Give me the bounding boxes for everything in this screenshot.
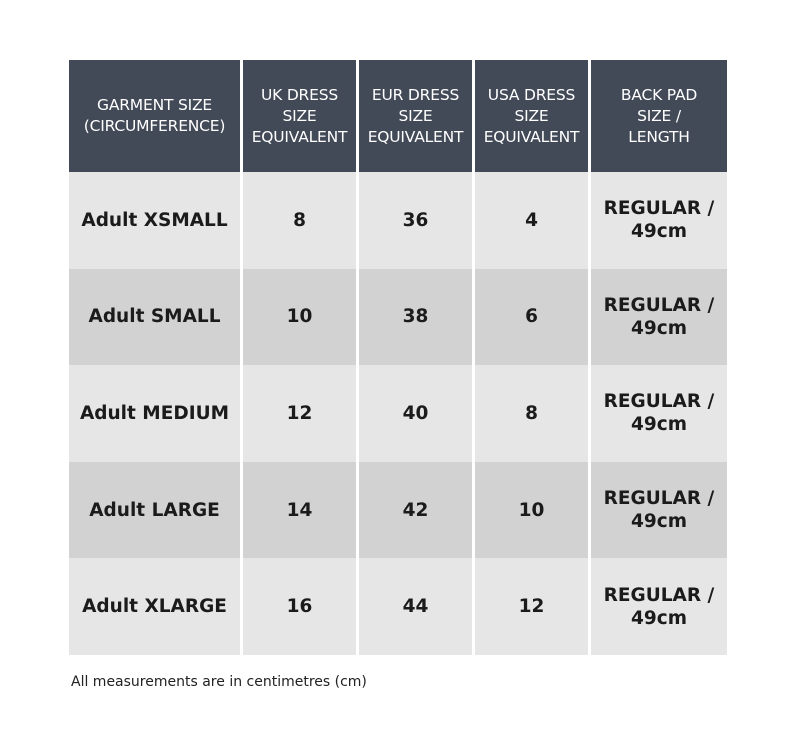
garment-size-cell: Adult LARGE: [69, 462, 240, 559]
header-row: [69, 60, 727, 172]
uk-size-cell: 10: [243, 269, 356, 366]
usa-size-cell: 8: [475, 365, 588, 462]
uk-size-cell: 12: [243, 365, 356, 462]
garment-size-cell: Adult SMALL: [69, 269, 240, 366]
usa-size-cell: 12: [475, 558, 588, 655]
eur-size-cell: 38: [359, 269, 472, 366]
eur-size-cell: 42: [359, 462, 472, 559]
table-row: [69, 172, 727, 269]
uk-size-cell: 8: [243, 172, 356, 269]
table-row: [69, 558, 727, 655]
eur-size-cell: 36: [359, 172, 472, 269]
uk-size-cell: 14: [243, 462, 356, 559]
back-pad-cell: REGULAR / 49cm: [591, 365, 727, 462]
back-pad-cell: REGULAR / 49cm: [591, 269, 727, 366]
header-back-pad-size: BACK PAD SIZE / LENGTH: [591, 60, 727, 172]
header-eur-dress-size: EUR DRESS SIZE EQUIVALENT: [359, 60, 472, 172]
eur-size-cell: 40: [359, 365, 472, 462]
usa-size-cell: 6: [475, 269, 588, 366]
garment-size-cell: Adult XLARGE: [69, 558, 240, 655]
table-row: [69, 269, 727, 366]
eur-size-cell: 44: [359, 558, 472, 655]
back-pad-cell: REGULAR / 49cm: [591, 172, 727, 269]
header-uk-dress-size: UK DRESS SIZE EQUIVALENT: [243, 60, 356, 172]
measurement-footnote: All measurements are in centimetres (cm): [71, 674, 367, 690]
header-usa-dress-size: USA DRESS SIZE EQUIVALENT: [475, 60, 588, 172]
back-pad-cell: REGULAR / 49cm: [591, 462, 727, 559]
table-row: [69, 365, 727, 462]
usa-size-cell: 4: [475, 172, 588, 269]
uk-size-cell: 16: [243, 558, 356, 655]
header-garment-size: GARMENT SIZE (CIRCUMFERENCE): [69, 60, 240, 172]
back-pad-cell: REGULAR / 49cm: [591, 558, 727, 655]
table-row: [69, 462, 727, 559]
usa-size-cell: 10: [475, 462, 588, 559]
garment-size-cell: Adult MEDIUM: [69, 365, 240, 462]
garment-size-cell: Adult XSMALL: [69, 172, 240, 269]
size-table: [66, 60, 730, 655]
